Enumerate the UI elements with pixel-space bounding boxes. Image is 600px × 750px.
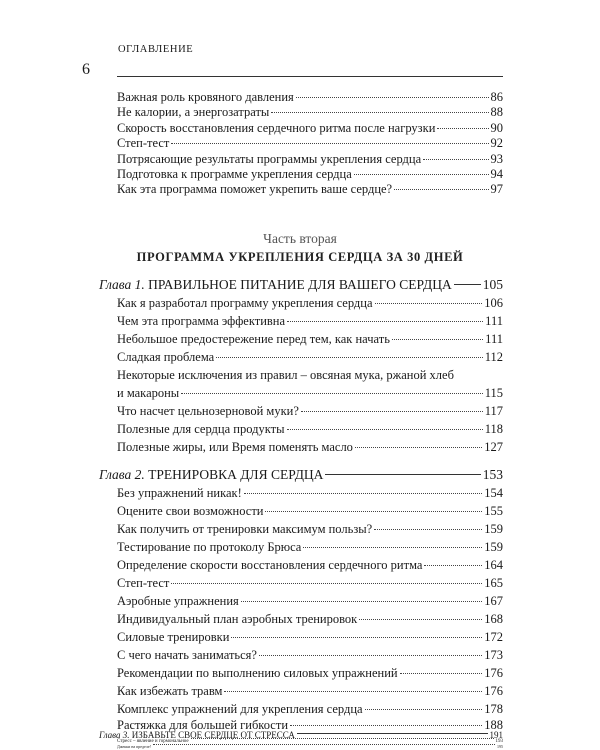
toc-entry	[117, 312, 503, 330]
toc-entry-page: 92	[490, 136, 503, 150]
toc-entry	[117, 520, 503, 538]
leader-dots	[171, 583, 482, 584]
toc-entry-title: Небольшое предостережение перед тем, как начать	[117, 332, 390, 346]
toc-entry	[117, 420, 503, 438]
leader-dots	[303, 547, 482, 548]
toc-entry-page: 176	[484, 684, 503, 698]
toc-entry-title: Скорость восстановления сердечного ритма после нагрузки	[117, 121, 436, 135]
toc-entry	[117, 294, 503, 312]
toc-entry-page: 88	[490, 105, 503, 119]
chapter-label: Глава 1.	[99, 277, 145, 292]
leader-rule	[454, 284, 481, 285]
leader-dots	[224, 691, 482, 692]
toc-entry-page: 159	[484, 522, 503, 536]
toc-entry	[117, 628, 503, 646]
leader-dots	[374, 529, 482, 530]
leader-dots	[287, 429, 483, 430]
toc-entry	[117, 682, 503, 700]
toc-entry-title: Индивидуальный план аэробных тренировок	[117, 612, 358, 626]
toc-entry	[117, 402, 503, 420]
toc-entry-page: 111	[485, 314, 503, 328]
toc-entry-title: Растяжка для большей гибкости	[117, 718, 289, 732]
toc-entry-page: 167	[484, 594, 503, 608]
toc-entry-page: 165	[484, 576, 503, 590]
toc-entry	[117, 592, 503, 610]
toc-entry	[117, 502, 503, 520]
toc-entry	[117, 538, 503, 556]
leader-dots	[359, 619, 482, 620]
toc-entry-page: 176	[484, 666, 503, 680]
leader-dots	[287, 321, 483, 322]
toc-entry-title: Сладкая проблема	[117, 350, 215, 364]
leader-dots	[191, 738, 494, 739]
toc-entry-title-cont: и макароны	[117, 386, 180, 400]
toc-entry-page: 164	[484, 558, 503, 572]
leader-dots	[271, 112, 488, 113]
leader-dots	[259, 655, 482, 656]
toc-entry	[117, 744, 503, 749]
toc-entry-page: 111	[485, 332, 503, 346]
toc-entry-title: Тестирование по протоколу Брюса	[117, 540, 302, 554]
toc-entry-page: 115	[484, 386, 503, 400]
toc-entry	[117, 556, 503, 574]
toc-entry-page: 118	[484, 422, 503, 436]
toc-entry-page: 193	[495, 739, 503, 744]
toc-entry	[117, 574, 503, 592]
toc-entry	[117, 180, 503, 198]
toc-entry-title: Полезные жиры, или Время поменять масло	[117, 440, 353, 454]
leader-dots	[171, 143, 488, 144]
leader-dots	[181, 393, 482, 394]
toc-entry-page: 168	[484, 612, 503, 626]
leader-dots	[354, 174, 489, 175]
toc-entry-title: Степ-тест	[117, 136, 170, 150]
toc-entry-page: 172	[484, 630, 503, 644]
toc-entry-title: Аэробные упражнения	[117, 594, 239, 608]
running-head: ОГЛАВЛЕНИЕ	[118, 44, 194, 55]
header-rule	[117, 76, 503, 77]
toc-entry-page: 90	[490, 121, 503, 135]
toc-entry-title: Как эта программа поможет укрепить ваше сердце?	[117, 182, 393, 196]
chapter-title: ИЗБАВЬТЕ СВОЕ СЕРДЦЕ ОТ СТРЕССА	[131, 730, 295, 740]
toc-entry-page: 93	[490, 152, 503, 166]
page-number: 6	[82, 61, 90, 78]
toc-entry-title: Степ-тест	[117, 576, 170, 590]
toc-entry-page: 188	[484, 718, 503, 732]
toc-entry-page: 127	[484, 440, 503, 454]
toc-entry-title: Полезные для сердца продукты	[117, 422, 285, 436]
toc-entry	[117, 348, 503, 366]
leader-dots	[265, 511, 482, 512]
part-title: ПРОГРАММА УКРЕПЛЕНИЯ СЕРДЦА ЗА 30 ДНЕЙ	[136, 250, 464, 264]
part-label: Часть вторая	[263, 231, 337, 246]
leader-dots	[231, 637, 482, 638]
leader-dots	[392, 339, 483, 340]
toc-entry	[117, 664, 503, 682]
toc-entry-title: Не калории, а энергозатраты	[117, 105, 270, 119]
chapter-label: Глава 3.	[99, 730, 130, 740]
leader-dots	[355, 447, 482, 448]
toc-entry-title: Как я разработал программу укрепления сердца	[117, 296, 373, 310]
toc-entry	[117, 438, 503, 456]
leader-dots	[290, 725, 482, 726]
toc-entry	[117, 610, 503, 628]
toc-entry-title: Оцените свои возможности	[117, 504, 264, 518]
leader-dots	[394, 189, 488, 190]
toc-entry-title: Определение скорости восстановления сердечного ритма	[117, 558, 423, 572]
toc-entry-title: Чем эта программа эффективна	[117, 314, 286, 328]
toc-entry-title: Как получить от тренировки максимум пользы?	[117, 522, 373, 536]
leader-dots	[423, 159, 488, 160]
toc-entry-title: Джекки на пределе!	[117, 744, 151, 749]
leader-dots	[216, 357, 483, 358]
chapter-page: 105	[482, 277, 503, 292]
leader-dots	[437, 128, 488, 129]
leader-dots	[424, 565, 482, 566]
toc-entry-page: 94	[490, 167, 503, 181]
toc-entry-page: 86	[490, 90, 503, 104]
toc-entry	[117, 646, 503, 664]
toc-entry-page: 106	[484, 296, 503, 310]
toc-entry	[117, 330, 503, 348]
toc-entry-page: 195	[497, 744, 503, 749]
toc-entry-title: Некоторые исключения из правил – овсяная мука, ржаной хлеб	[117, 368, 454, 382]
leader-rule	[325, 474, 480, 475]
toc-entry-page: 117	[484, 404, 503, 418]
toc-entry-page: 155	[484, 504, 503, 518]
leader-dots	[153, 744, 495, 745]
toc-entry-title: Силовые тренировки	[117, 630, 230, 644]
chapter-label: Глава 2.	[99, 467, 145, 482]
toc-entry-page: 159	[484, 540, 503, 554]
leader-dots	[301, 411, 483, 412]
toc-entry-title: Стресс – явление и гормональное	[117, 739, 189, 744]
chapter-heading	[99, 276, 503, 294]
toc-entry-page: 173	[484, 648, 503, 662]
chapter-title: ТРЕНИРОВКА ДЛЯ СЕРДЦА	[148, 467, 324, 482]
toc-entry-title: Без упражнений никак!	[117, 486, 242, 500]
toc-entry-title: Потрясающие результаты программы укрепления сердца	[117, 152, 422, 166]
toc-entry-title: Как избежать травм	[117, 684, 223, 698]
toc-entry-title: Рекомендации по выполнению силовых упражнений	[117, 666, 398, 680]
toc-entry-page: 112	[484, 350, 503, 364]
chapter-heading	[99, 466, 503, 484]
leader-dots	[375, 303, 483, 304]
leader-dots	[400, 673, 483, 674]
toc-entry-title: С чего начать заниматься?	[117, 648, 257, 662]
toc-entry-title: Важная роль кровяного давления	[117, 90, 294, 104]
leader-rule	[297, 733, 488, 734]
leader-dots	[244, 493, 482, 494]
leader-dots	[365, 709, 483, 710]
toc-entry-page: 154	[484, 486, 503, 500]
toc-entry	[117, 384, 503, 402]
toc-entry-title: Что насчет цельнозерновой муки?	[117, 404, 299, 418]
toc-entry-title: Подготовка к программе укрепления сердца	[117, 167, 352, 181]
toc-entry-title: Комплекс упражнений для укрепления сердца	[117, 702, 363, 716]
chapter-page: 191	[489, 730, 503, 740]
chapter-title: ПРАВИЛЬНОЕ ПИТАНИЕ ДЛЯ ВАШЕГО СЕРДЦА	[148, 277, 452, 292]
toc-entry	[117, 484, 503, 502]
toc-entry-page: 178	[484, 702, 503, 716]
leader-dots	[241, 601, 482, 602]
toc-entry-page: 97	[490, 182, 503, 196]
chapter-page: 153	[482, 467, 503, 482]
leader-dots	[296, 97, 489, 98]
